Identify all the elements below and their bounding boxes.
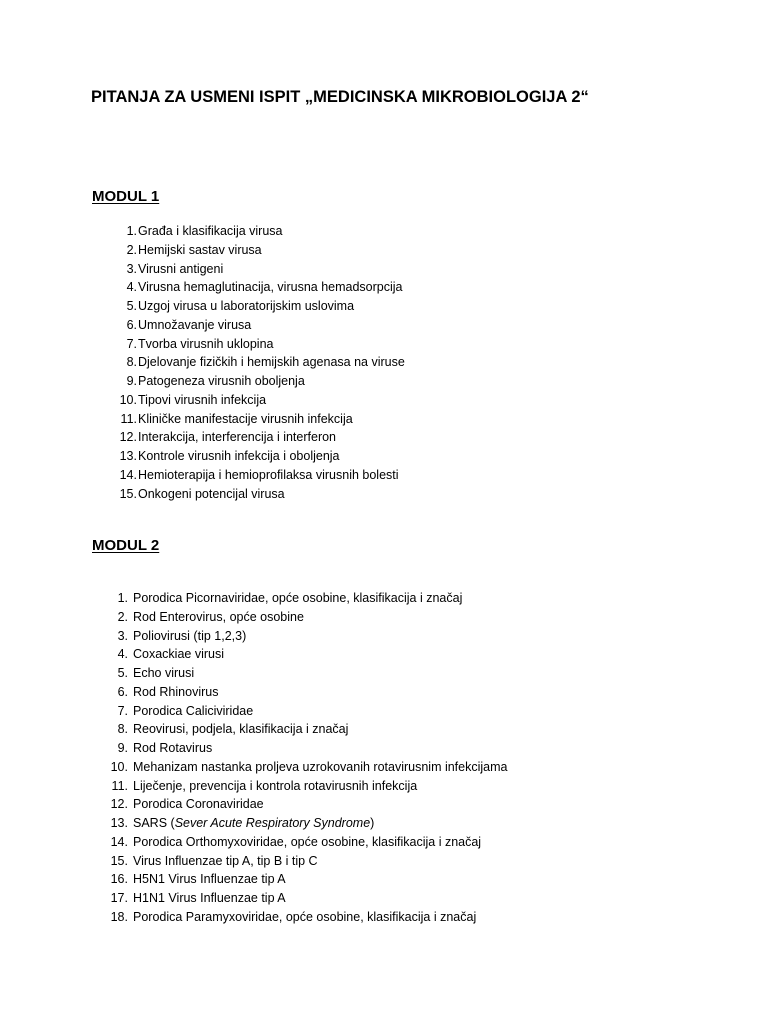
item-number: 18. — [110, 909, 128, 924]
item-number: 4. — [117, 647, 128, 662]
item-text: Mehanizam nastanka proljeva uzrokovanih rotavirusnim infekcijama — [133, 759, 508, 774]
modul-1-heading: MODUL 1 — [92, 188, 160, 205]
item-number: 4. — [126, 280, 137, 295]
item-number: 15. — [110, 853, 128, 868]
item-text: Patogeneza virusnih oboljenja — [138, 374, 305, 388]
item-text: H5N1 Virus Influenzae tip A — [133, 872, 286, 887]
item-text: Umnožavanje virusa — [138, 317, 252, 332]
item-text: Porodica Picornaviridae, opće osobine, klasifikacija i značaj — [133, 591, 463, 605]
item-number: 7. — [117, 703, 128, 718]
item-text-prefix: SARS ( — [133, 816, 175, 830]
item-number: 5. — [126, 299, 137, 313]
item-text: Rod Rhinovirus — [133, 684, 219, 699]
item-number: 1. — [126, 224, 137, 238]
item-text-italic: Sever Acute Respiratory Syndrome — [174, 816, 371, 830]
item-text-suffix: ) — [370, 816, 375, 830]
item-text: Tvorba virusnih uklopina — [138, 336, 274, 351]
item-number: 8. — [117, 722, 128, 737]
document-title: PITANJA ZA USMENI ISPIT „MEDICINSKA MIKROBIOLOGIJA 2“ — [91, 88, 589, 106]
item-number: 10. — [119, 392, 137, 407]
item-text: Porodica Coronaviridae — [133, 797, 264, 812]
item-text: H1N1 Virus Influenzae tip A — [133, 891, 286, 905]
item-text: Tipovi virusnih infekcija — [138, 392, 267, 407]
item-number: 7. — [126, 336, 137, 351]
item-text: Građa i klasifikacija virusa — [138, 224, 283, 238]
item-text: Rod Rotavirus — [133, 741, 213, 755]
item-text: Porodica Paramyxoviridae, opće osobine, klasifikacija i značaj — [133, 909, 477, 924]
item-text: Virusna hemaglutinacija, virusna hemadsorpcija — [138, 280, 403, 295]
item-number: 8. — [126, 355, 137, 370]
item-text: Hemioterapija i hemioprofilaksa virusnih bolesti — [138, 467, 399, 482]
item-text — [133, 814, 374, 833]
item-number: 6. — [117, 684, 128, 699]
item-number: 11. — [120, 411, 137, 426]
item-text: Onkogeni potencijal virusa — [138, 486, 285, 501]
item-text: Liječenje, prevencija i kontrola rotavirusnih infekcija — [133, 778, 418, 793]
item-text: Interakcija, interferencija i interferon — [138, 430, 337, 445]
item-text: Virus Influenzae tip A, tip B i tip C — [133, 853, 318, 868]
item-number: 3. — [117, 628, 128, 643]
item-text: Porodica Caliciviridae — [133, 703, 254, 718]
item-text: Reovirusi, podjela, klasifikacija i značaj — [133, 722, 349, 737]
item-text: Kliničke manifestacije virusnih infekcija — [138, 411, 353, 426]
item-text: Kontrole virusnih infekcija i oboljenja — [138, 449, 340, 463]
item-number: 9. — [117, 741, 128, 755]
item-number: 10. — [110, 759, 128, 774]
item-number: 6. — [126, 317, 137, 332]
item-number: 14. — [119, 467, 137, 482]
item-number: 15. — [119, 486, 137, 501]
item-text: Echo virusi — [133, 666, 195, 680]
item-number: 12. — [119, 430, 137, 445]
item-number: 2. — [117, 609, 128, 624]
modul-2-heading: MODUL 2 — [92, 537, 160, 554]
item-number: 5. — [117, 666, 128, 680]
item-text: Rod Enterovirus, opće osobine — [133, 609, 304, 624]
item-number: 1. — [117, 591, 128, 605]
item-text: Porodica Orthomyxoviridae, opće osobine, klasifikacija i značaj — [133, 834, 482, 849]
item-text: Hemijski sastav virusa — [138, 242, 262, 257]
item-number: 9. — [126, 374, 137, 388]
item-number: 16. — [110, 872, 128, 887]
item-text: Djelovanje fizičkih i hemijskih agenasa na viruse — [138, 355, 405, 370]
item-number: 3. — [126, 261, 137, 276]
item-number: 13. — [110, 816, 128, 830]
item-text: Uzgoj virusa u laboratorijskim uslovima — [138, 299, 355, 313]
item-text: Poliovirusi (tip 1,2,3) — [133, 628, 247, 643]
item-number: 2. — [126, 242, 137, 257]
item-number: 14. — [110, 834, 128, 849]
item-number: 17. — [110, 891, 128, 905]
item-number: 12. — [110, 797, 128, 812]
item-text: Coxackiae virusi — [133, 647, 225, 662]
item-number: 13. — [119, 449, 137, 463]
item-text: Virusni antigeni — [138, 261, 224, 276]
item-number: 11. — [111, 778, 128, 793]
